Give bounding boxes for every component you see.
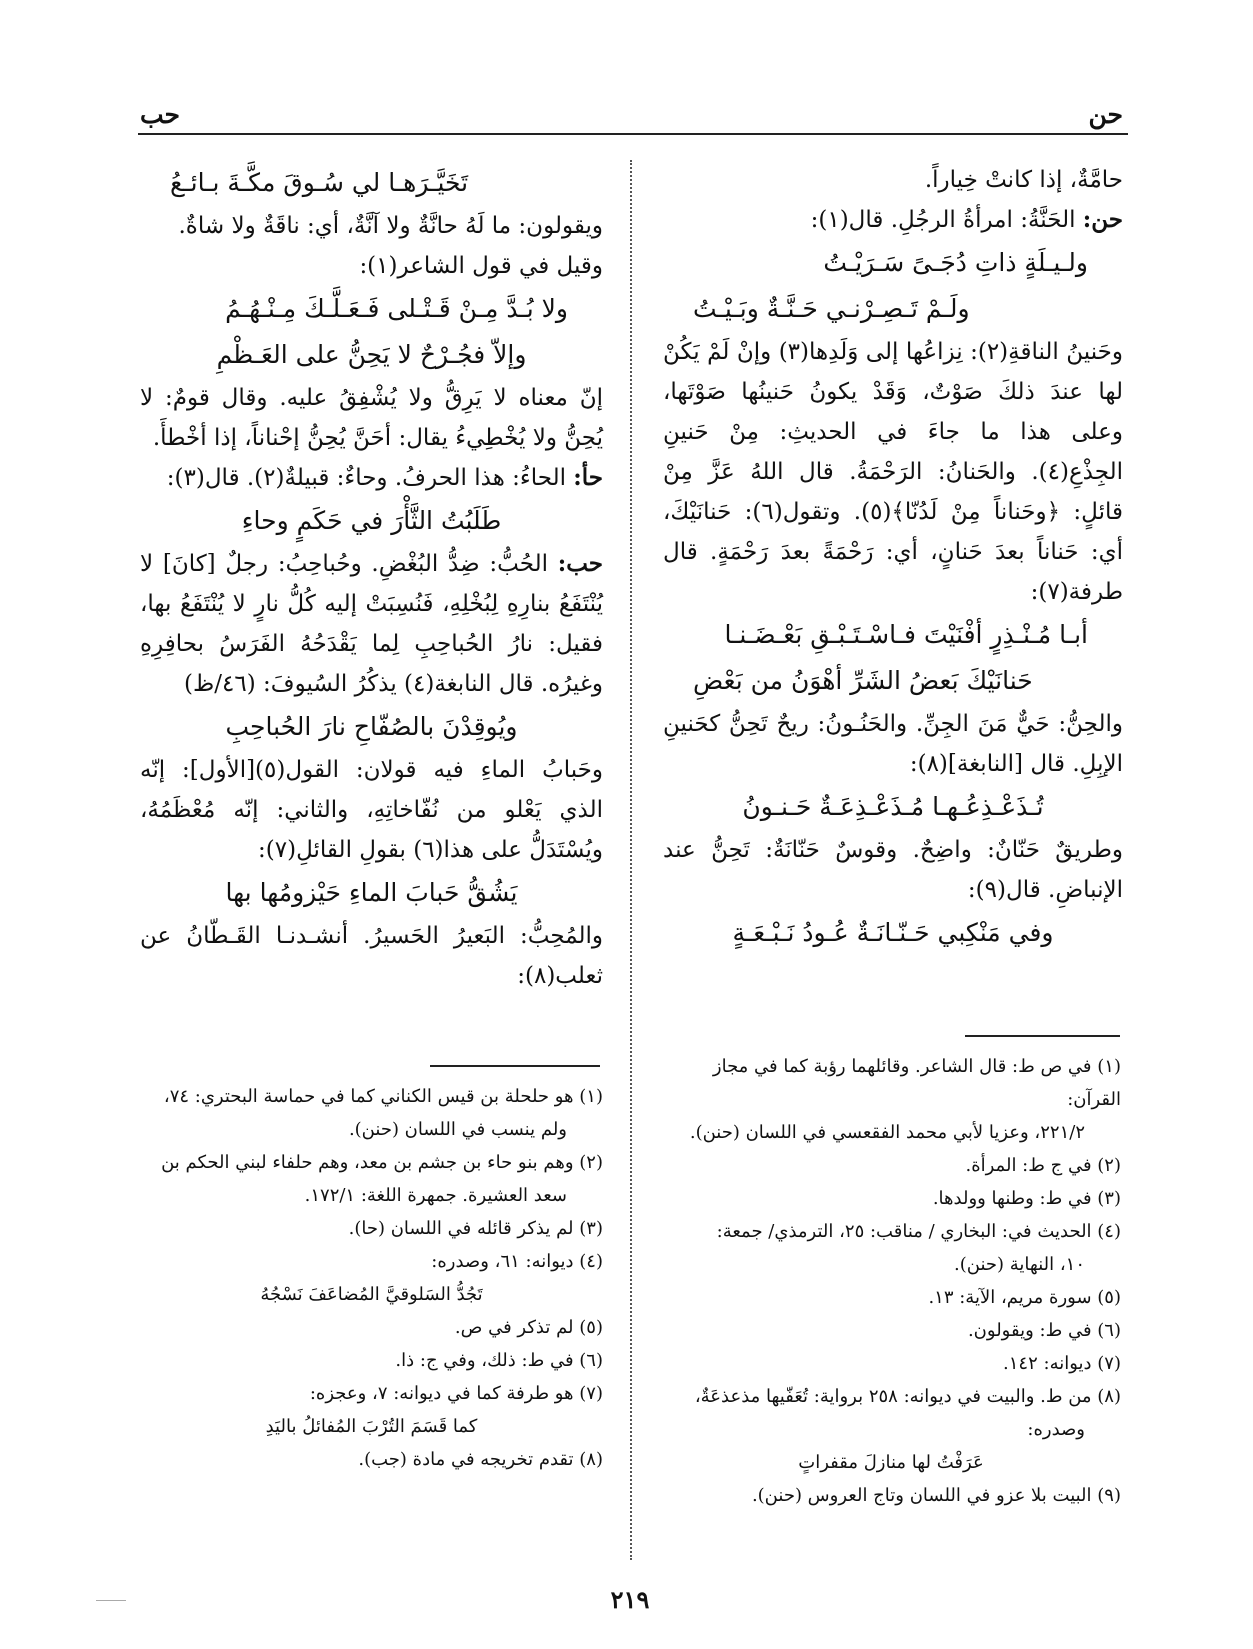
verse-line: ولا بُـدَّ مِـنْ قَـتْـلى فَـعَـلَّـكَ مِـنْـهُـمُ (225, 294, 568, 323)
entry-headword: حأ: (573, 464, 603, 491)
right-column (663, 160, 1123, 956)
footnote: (٥) لم تذكر في ص. (454, 1317, 603, 1338)
footnote-continuation: ولم ينسب في اللسان (حنن). (348, 1119, 567, 1140)
footnote-rule-left (430, 1065, 600, 1067)
footnote: (٨) تقدم تخريجه في مادة (جب). (358, 1449, 603, 1470)
entry-headword: حب: (557, 550, 603, 577)
text-paragraph: إنّ معناه لا يَرِقُّ ولا يُشْفِقُ عليه. وقال قومٌ: لا يُحِنُّ ولا يُخْطِيءُ يقال: أحَنَّ يُحِنُّ إحْناناً، إذا أخْطأَ. (140, 385, 603, 451)
footnote: (٤) ديوانه: ٦١، وصدره: (431, 1251, 603, 1272)
page-number: ٢١٩ (610, 1585, 650, 1614)
verse-line: تُـذَعْـذِعُـهـا مُـذَعْـذِعَـةٌ حَـنـونُ (742, 792, 1044, 821)
footnote: (٧) هو طرفة كما في ديوانه: ٧، وعجزه: (309, 1383, 603, 1404)
footnote: (١) هو حلحلة بن قيس الكناني كما في حماسة البحتري: ٧٤، (163, 1086, 603, 1107)
entry-text: الحَنَّةُ: امرأةُ الرجُلِ. قال(١): (810, 207, 1083, 233)
header-rule (138, 133, 1128, 135)
text-paragraph: وحَنينُ الناقةِ(٢): نِزاعُها إلى وَلَدِها(٣) وإنْ لَمْ يَكُنْ لها عندَ ذلكَ صَوْتٌ، وَقَدْ يكونُ حَنينُها صَوْتَها، وعلى هذا ما جاءَ في الحديثِ: مِنْ حَنينِ الجِذْعِ(٤). والحَنانُ: الرَحْمَةُ. قال اللهُ عَزَّ مِنْ قائلٍ: ﴿وحَناناً مِنْ لَدُنّا﴾(٥). وتقول(٦): حَنانَيْكَ، أي: حَناناً بعدَ حَنانٍ، أي: رَحْمَةً بعدَ رَحْمَةٍ. قال طرفة(٧): (663, 339, 1123, 605)
verse-line: ويُوقِدْنَ بالصُفّاحِ نارَ الحُباحِبِ (225, 712, 518, 741)
footnote: (١) في ص ط: قال الشاعر. وقائلهما رؤبة كما في مجاز القرآن: (712, 1056, 1121, 1110)
entry-headword: حن: (1082, 206, 1123, 233)
verse-line: وإلاّ فجُـرْحٌ لا يَحِنُّ على العَـظْمِ (216, 340, 527, 369)
footnote: (٦) في ط: ويقولون. (967, 1320, 1121, 1341)
verse-line: يَشُقُّ حَبابَ الماءِ حَيْزومُها بها (225, 878, 518, 907)
footnote-continuation: سعد العشيرة. جمهرة اللغة: ١٧٢/١. (304, 1185, 567, 1206)
footnote-continuation: ١٠، النهاية (حنن). (954, 1254, 1085, 1275)
footnote: (٥) سورة مريم، الآية: ١٣. (928, 1287, 1121, 1308)
footnote: (٩) البيت بلا عزو في اللسان وتاج العروس (حنن). (751, 1485, 1121, 1506)
left-column (140, 160, 603, 996)
verse-line: أبـا مُـنْـذِرٍ أفْنَيْتَ فـاسْـتَـبْـقِ بَعْـضَـنـا (724, 620, 1088, 649)
verse-line: ولـيـلَةٍ ذاتِ دُجَـىً سَـرَيْـتُ (823, 248, 1088, 277)
verse-line: حَنانَيْكَ بَعضُ الشَرِّ أهْوَنُ من بَعْضِ (693, 666, 1033, 695)
verse-line: طَلَبُتُ الثَّأْرَ في حَكَمٍ وحاءِ (241, 506, 502, 535)
footnote-verse: تَجُدُّ السَلوقيَّ المُضاعَفَ نَسْجُهُ (260, 1284, 483, 1305)
column-divider (630, 160, 632, 1560)
footnote-verse: كما قَسَمَ التُرْبَ المُفائلُ باليَدِ (265, 1416, 478, 1437)
text-paragraph: وطريقٌ حَنّانٌ: واضِحٌ. وقوسٌ حَنّانَةٌ: تَحِنُّ عند الإنباضِ. قال(٩): (663, 837, 1123, 903)
dictionary-entry (140, 544, 603, 704)
footnote: (٨) من ط. والبيت في ديوانه: ٢٥٨ برواية: تُعَفّيها مذعذعَةٌ، (694, 1386, 1121, 1407)
margin-mark (96, 1600, 126, 1601)
footnote-verse: عَرَفْتُ لها منازلَ مقفراتٍ (798, 1452, 984, 1473)
text-paragraph: وقيل في قول الشاعر(١): (359, 253, 603, 279)
footnote-continuation: ٢٢١/٢، وعزيا لأبي محمد الفقعسي في اللسان (حنن). (689, 1122, 1085, 1143)
running-header-left: حب (140, 100, 181, 129)
footnote: (٣) في ط: وطنها وولدها. (932, 1188, 1121, 1209)
text-paragraph: والحِنُّ: حَيٌّ مَنَ الجِنِّ. والحَنُـونُ: ريحٌ تَحِنُّ كحَنينِ الإبِلِ. قال [النابغة](٨): (663, 711, 1123, 777)
footnote-continuation: وصدره: (1027, 1419, 1085, 1440)
text-paragraph: وحَبابُ الماءِ فيه قولان: القول(٥)[الأول]: إنّه الذي يَعْلو من نُفّاخاتِهِ، والثاني: إنّه مُعْظَمُهُ، ويُسْتَدَلُّ على هذا(٦) بقولِ القائلِ(٧): (140, 757, 603, 863)
footnote-rule-right (965, 1035, 1120, 1037)
running-header-right: حن (1088, 100, 1123, 129)
entry-text: الحُبُّ: ضِدُّ البُغْضِ. وحُباحِبُ: رجلٌ [كانَ] لا يُنْتَفَعُ بنارِهِ لِبُخْلِهِ، فَنُسِبَتْ إليه كُلُّ نارٍ لا يُنْتَفَعُ بها، فقيل: نارُ الحُباحِبِ لِما يَقْدَحُهُ الفَرَسُ بحافِرِهِ وغيرُه. قال النابغة(٤) يذكُرُ السُيوفَ: (٤٦/ظ) (140, 551, 603, 697)
footnote: (٧) ديوانه: ١٤٢. (1003, 1353, 1121, 1374)
footnote: (٤) الحديث في: البخاري / مناقب: ٢٥، الترمذي/ جمعة: (716, 1221, 1121, 1242)
footnote: (٢) في ج ط: المرأة. (965, 1155, 1121, 1176)
text-paragraph: حامَّةٌ، إذا كانتْ خِياراً. (924, 167, 1123, 193)
entry-text: الحاءُ: هذا الحرفُ. وحاءٌ: قبيلةٌ(٢). قال(٣): (166, 465, 574, 491)
text-paragraph: والمُحِبُّ: البَعيرُ الحَسيرُ. أنشـدنـا القَـطّانُ عن ثعلب(٨): (140, 923, 603, 989)
dictionary-entry (663, 200, 1123, 240)
footnote: (٣) لم يذكر قائله في اللسان (حا). (348, 1218, 603, 1239)
footnote: (٢) وهم بنو حاء بن جشم بن معد، وهم حلفاء لبني الحكم بن (161, 1152, 603, 1173)
verse-line: تَخَيَّـرَهـا لي سُـوقَ مكَّـةَ بـائـعُ (170, 168, 469, 197)
verse-line: ولَـمْ تَـصِـرْنـي حَـنَّـةٌ وبَـيْـتُ (693, 294, 970, 323)
verse-line: وفي مَنْكِبي حَـنّـانَـةٌ عُـودُ نَـبْـعَـةٍ (732, 918, 1054, 947)
footnotes-left (140, 1080, 603, 1476)
text-paragraph: ويقولون: ما لَهُ حانَّةٌ ولا آنَّةٌ، أي: ناقَةٌ ولا شاةٌ. (178, 213, 603, 239)
dictionary-entry (140, 458, 603, 498)
footnote: (٦) في ط: ذلك، وفي ج: ذا. (395, 1350, 603, 1371)
footnotes-right (661, 1050, 1121, 1512)
